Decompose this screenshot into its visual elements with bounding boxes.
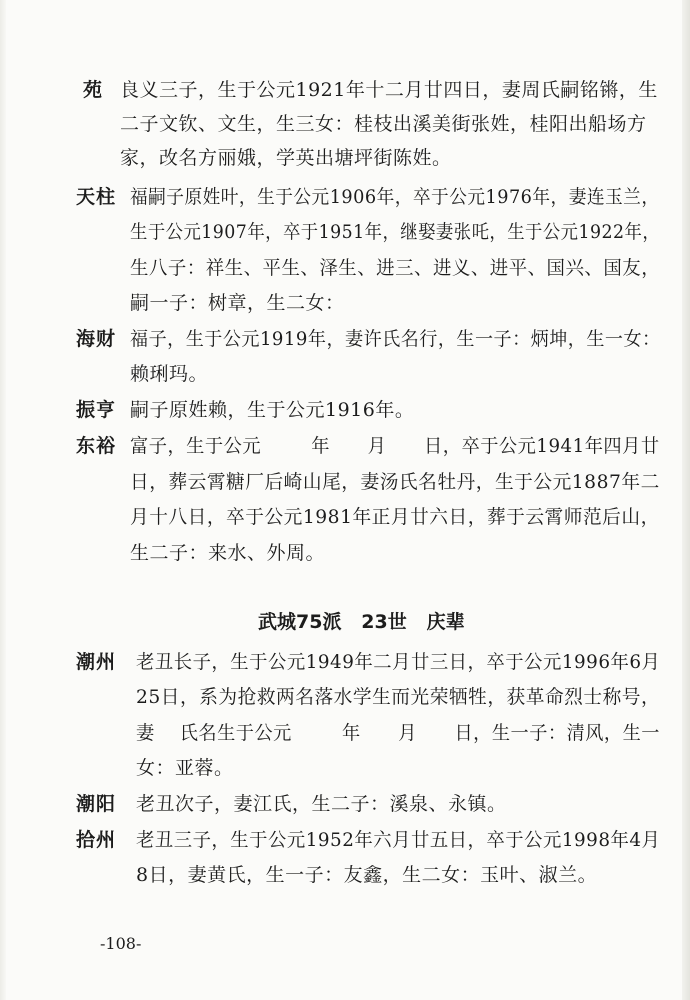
entry-line: 生于公元1907年，卒于1951年，继娶妻张吒，生于公元1922年， bbox=[130, 221, 661, 243]
scan-left-edge bbox=[0, 0, 6, 1000]
entry-line: 嗣子原姓赖，生于公元1916年。 bbox=[130, 399, 415, 421]
entry-line: 生八子：祥生、平生、泽生、进三、进义、进平、国兴、国友， bbox=[130, 257, 661, 279]
entry-line: 嗣一子：树章，生二女： bbox=[130, 292, 345, 314]
entry-name: 振亨 bbox=[76, 399, 117, 421]
scan-right-edge bbox=[682, 0, 690, 1000]
entry-name: 潮阳 bbox=[76, 793, 117, 815]
entry-line: 富子，生于公元 年 月 日，卒于公元1941年四月廿 bbox=[130, 435, 660, 457]
entry-line: 日，葬云霄糖厂后崎山尾，妻汤氏名牡丹，生于公元1887年二 bbox=[130, 471, 660, 493]
section-heading: 武城75派 23世 庆辈 bbox=[258, 611, 465, 633]
entry-line: 妻 氏名生于公元 年 月 日，生一子：清风，生一 bbox=[136, 722, 660, 744]
entry-line: 月十八日，卒于公元1981年正月廿六日，葬于云霄师范后山， bbox=[130, 506, 660, 528]
entry-name: 潮州 bbox=[76, 651, 117, 673]
entry-name: 天柱 bbox=[76, 186, 117, 208]
entry-line: 家，改名方丽娥，学英出塘坪街陈姓。 bbox=[120, 147, 452, 169]
entry-line: 二子文钦、文生，生三女：桂枝出溪美街张姓，桂阳出船场方 bbox=[120, 113, 647, 135]
entry-name: 海财 bbox=[76, 328, 117, 350]
entry-line: 福子，生于公元1919年，妻许氏名行，生一子：炳坤，生一女： bbox=[130, 328, 661, 350]
entry-line: 25日，系为抢救两名落水学生而光荣牺牲，获革命烈士称号， bbox=[136, 686, 661, 708]
entry-line: 老丑三子，生于公元1952年六月廿五日，卒于公元1998年4月 bbox=[136, 829, 661, 851]
entry-line: 老丑长子，生于公元1949年二月廿三日，卒于公元1996年6月 bbox=[136, 651, 661, 673]
entry-name: 苑 bbox=[83, 79, 104, 101]
entry-line: 福嗣子原姓叶，生于公元1906年，卒于公元1976年，妻连玉兰， bbox=[130, 186, 660, 208]
entry-line: 老丑次子，妻江氏，生二子：溪泉、永镇。 bbox=[136, 793, 507, 815]
entry-name: 东裕 bbox=[76, 435, 117, 457]
page-number: -108- bbox=[100, 934, 142, 953]
entry-line: 生二子：来水、外周。 bbox=[130, 542, 326, 564]
entry-name: 拾州 bbox=[76, 829, 117, 851]
entry-line: 良义三子，生于公元1921年十二月廿四日，妻周氏嗣铭锵，生 bbox=[120, 79, 658, 101]
entry-line: 赖琍玛。 bbox=[130, 363, 209, 385]
entry-line: 8日，妻黄氏，生一子：友鑫，生二女：玉叶、淑兰。 bbox=[136, 864, 598, 886]
entry-line: 女：亚蓉。 bbox=[136, 757, 234, 779]
